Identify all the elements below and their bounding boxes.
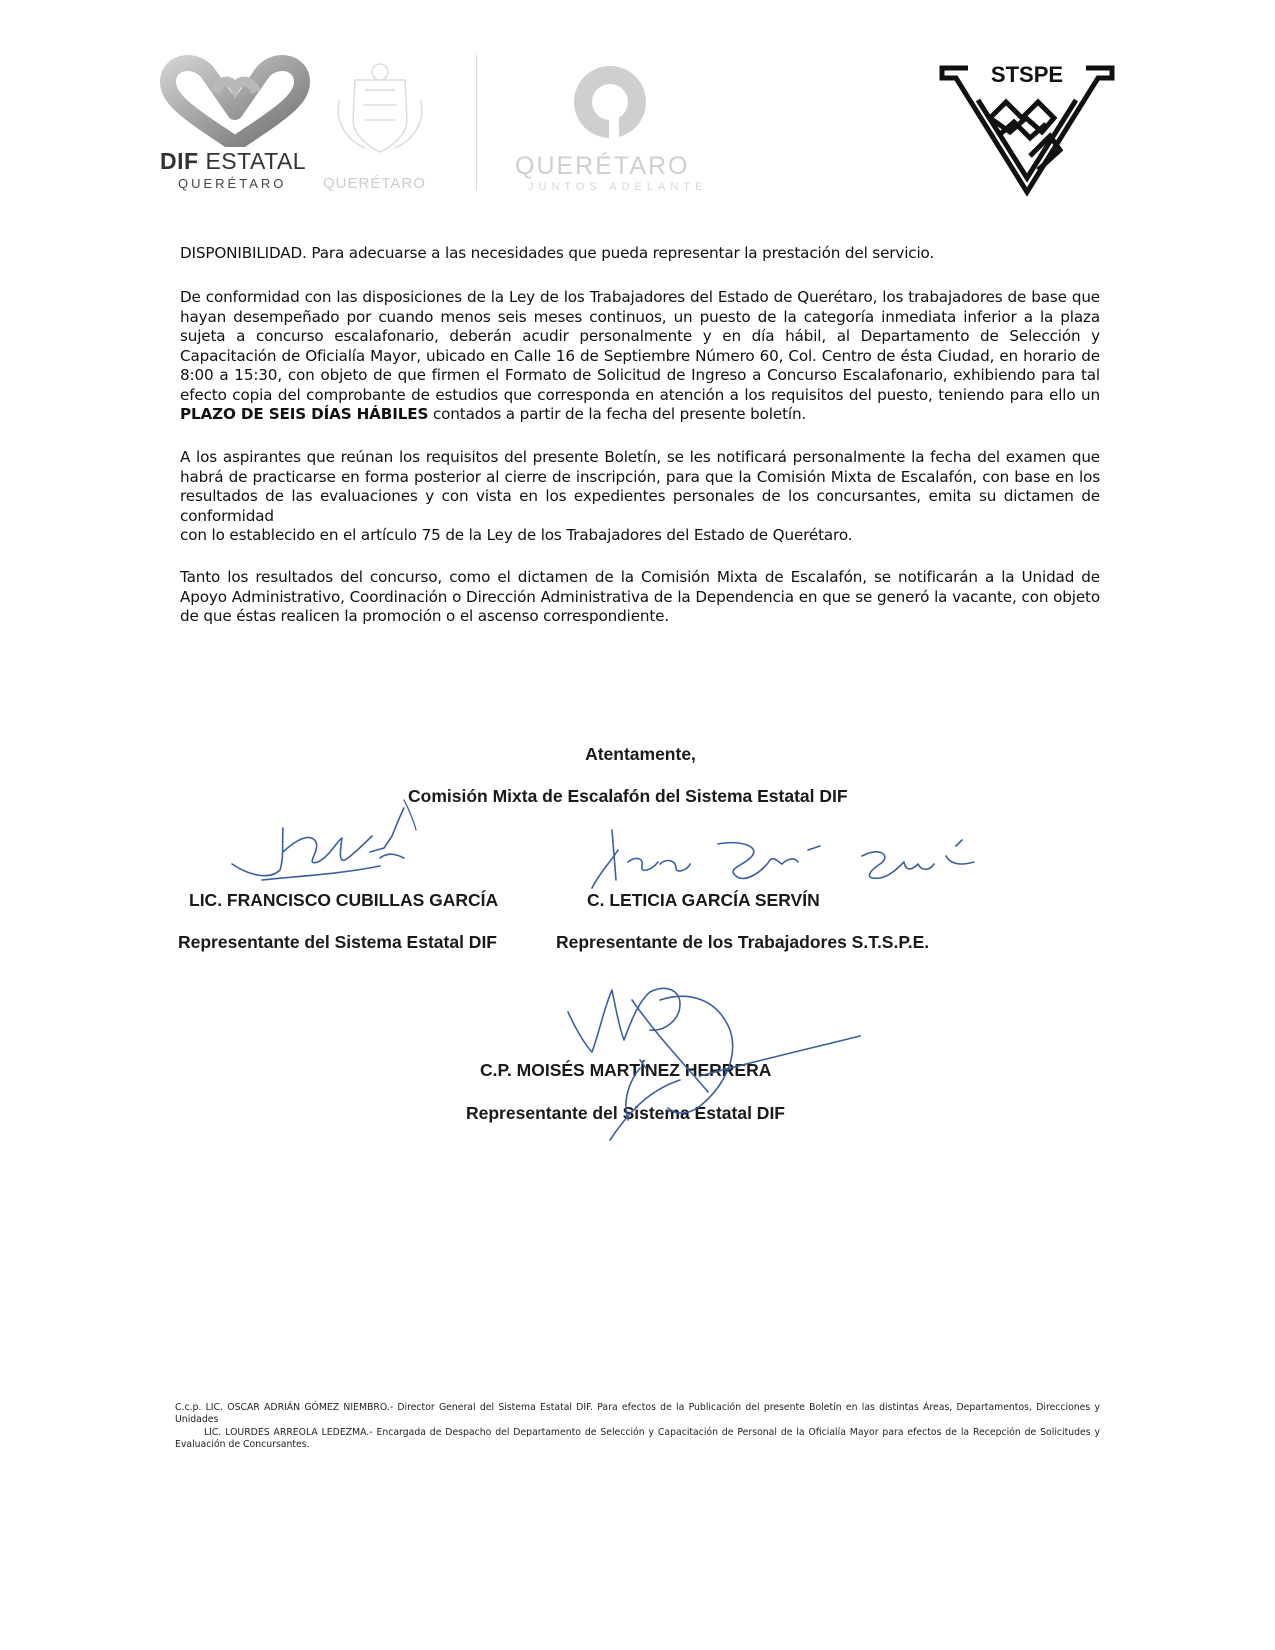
- signer1-role: Representante del Sistema Estatal DIF: [178, 932, 497, 952]
- state-crest-icon: [325, 60, 435, 160]
- header-divider: [476, 55, 477, 190]
- footer-copy-1: C.c.p. LIC. OSCAR ADRIÁN GÓMEZ NIEMBRO.- Director General del Sistema Estatal DIF. Para efectos de la Publicación del presente Boletín en las distintas Áreas, Departamentos, Direcciones y Unidades: [175, 1402, 1100, 1425]
- footer-copy-2: LIC. LOURDES ARREOLA LEDEZMA.- Encargada de Despacho del Departamento de Selección y Capacitación de Personal de la Oficialía Mayor para efectos de la Recepción de Solicitudes y Evaluación de Concursantes.: [175, 1427, 1100, 1450]
- crest-label: QUERÉTARO: [323, 175, 426, 192]
- signature-2-icon: [592, 830, 974, 888]
- queretaro-logo-tagline: JUNTOS ADELANTE: [528, 181, 708, 193]
- signer2-name: C. LETICIA GARCÍA SERVÍN: [587, 890, 820, 910]
- deadline-highlight: PLAZO DE SEIS DÍAS HÁBILES: [180, 405, 429, 423]
- signature-1-icon: [232, 808, 404, 880]
- paragraph-results: Tanto los resultados del concurso, como el dictamen de la Comisión Mixta de Escalafón, se notificarán a la Unidad de Apoyo Administrativo, Coordinación o Dirección Administrativa de la Dependencia en que se generó la vacante, con objeto de que éstas realicen la promoción o el ascenso correspondiente.: [180, 568, 1100, 625]
- paragraph-exam-notice: A los aspirantes que reúnan los requisitos del presente Boletín, se les notificará personalmente la fecha del examen que habrá de practicarse en forma posterior al cierre de inscripción, para que la Comisión Mixta de Escalafón, con base en los resultados de las evaluaciones y con vista en los expedientes personales de los concursantes, emita su dictamen de conformidad con lo establecido en el artículo 75 de la Ley de los Trabajadores del Estado de Querétaro.: [180, 448, 1100, 544]
- dif-logo-title: DIF ESTATAL: [160, 148, 307, 174]
- signer1-name: LIC. FRANCISCO CUBILLAS GARCÍA: [189, 890, 499, 910]
- dif-logo-subtitle: QUERÉTARO: [178, 176, 287, 191]
- signer3-name: C.P. MOISÉS MARTÍNEZ HERRERA: [480, 1060, 772, 1080]
- paragraph-requirements: De conformidad con las disposiciones de la Ley de los Trabajadores del Estado de Querétaro, los trabajadores de base que hayan desempeñado por cuando menos seis meses continuos, un puesto de la categoría inmediata inferior a la plaza sujeta a concurso escalafonario, deberán acudir personalmente y en día hábil, al Departamento de Selección y Capacitación de Oficialía Mayor, ubicado en Calle 16 de Septiembre Número 60, Col. Centro de ésta Ciudad, en horario de 8:00 a 15:30, con objeto de que firmen el Formato de Solicitud de Ingreso a Concurso Escalafonario, exhibiendo para tal efecto copia del comprobante de estudios que corresponda en atención a los requisitos del puesto, teniendo para ello un PLAZO DE SEIS DÍAS HÁBILES contados a partir de la fecha del presente boletín.: [180, 288, 1100, 423]
- stspe-logo-icon: [938, 60, 1116, 200]
- queretaro-logo-title: QUERÉTARO: [515, 152, 690, 180]
- paragraph-availability: DISPONIBILIDAD. Para adecuarse a las necesidades que pueda representar la prestación del servicio.: [180, 244, 935, 262]
- signer3-role: Representante del Sistema Estatal DIF: [466, 1103, 785, 1123]
- queretaro-q-logo-icon: [565, 60, 655, 150]
- signer2-role: Representante de los Trabajadores S.T.S.P.E.: [556, 932, 930, 952]
- stspe-logo-label: STSPE: [990, 62, 1064, 87]
- committee-name: Comisión Mixta de Escalafón del Sistema Estatal DIF: [408, 786, 848, 806]
- dif-heart-logo-icon: [160, 52, 310, 147]
- closing-salutation: Atentamente,: [585, 744, 696, 764]
